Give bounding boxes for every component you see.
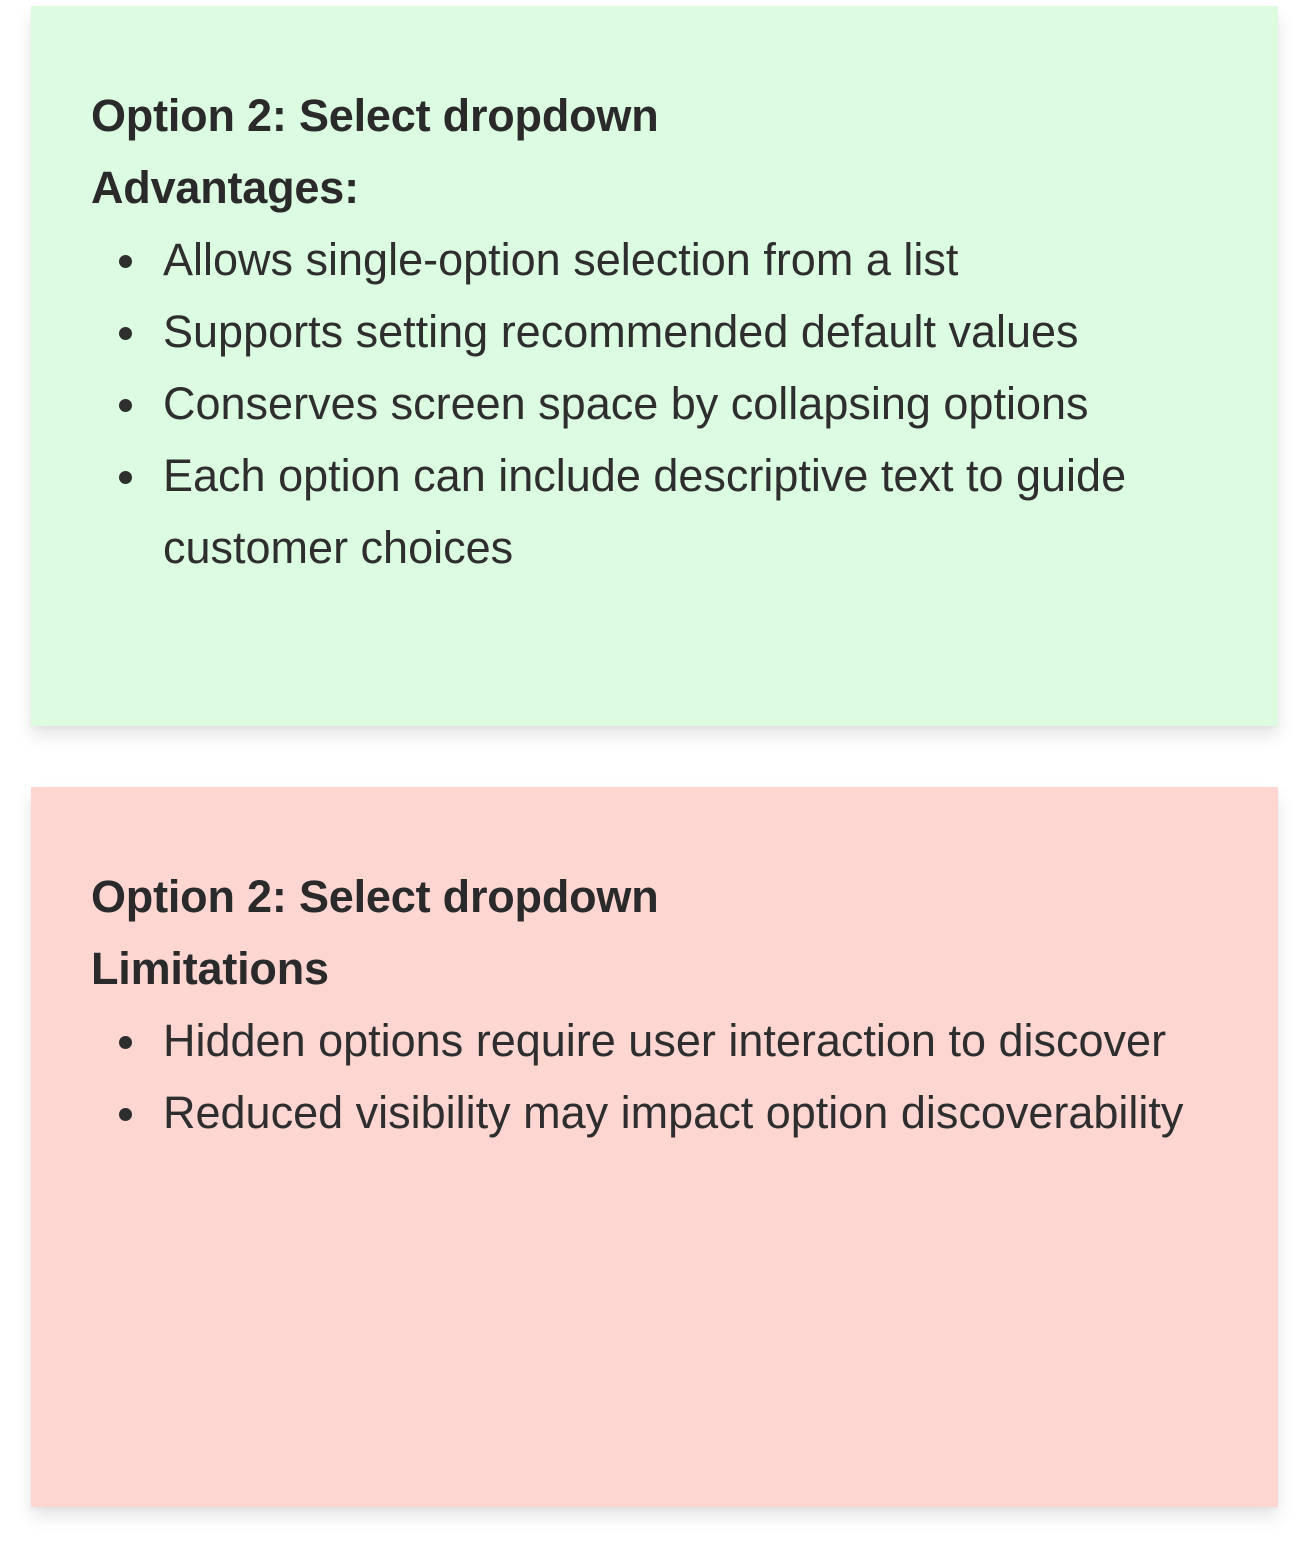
limitations-sticky-note[interactable] [31, 787, 1278, 1507]
list-item: Hidden options require user interaction to discover [91, 1005, 1218, 1077]
list-item: Each option can include descriptive text to guide customer choices [91, 440, 1218, 584]
advantages-subtitle: Advantages: [91, 162, 359, 213]
advantages-list [91, 224, 1218, 584]
list-item: Reduced visibility may impact option discoverability [91, 1077, 1218, 1149]
limitations-list [91, 1005, 1218, 1149]
list-item: Allows single-option selection from a list [91, 224, 1218, 296]
limitations-title: Option 2: Select dropdown [91, 871, 659, 922]
limitations-subtitle: Limitations [91, 943, 329, 994]
list-item: Conserves screen space by collapsing options [91, 368, 1218, 440]
advantages-sticky-note[interactable] [31, 6, 1278, 726]
advantages-title: Option 2: Select dropdown [91, 90, 659, 141]
list-item: Supports setting recommended default values [91, 296, 1218, 368]
